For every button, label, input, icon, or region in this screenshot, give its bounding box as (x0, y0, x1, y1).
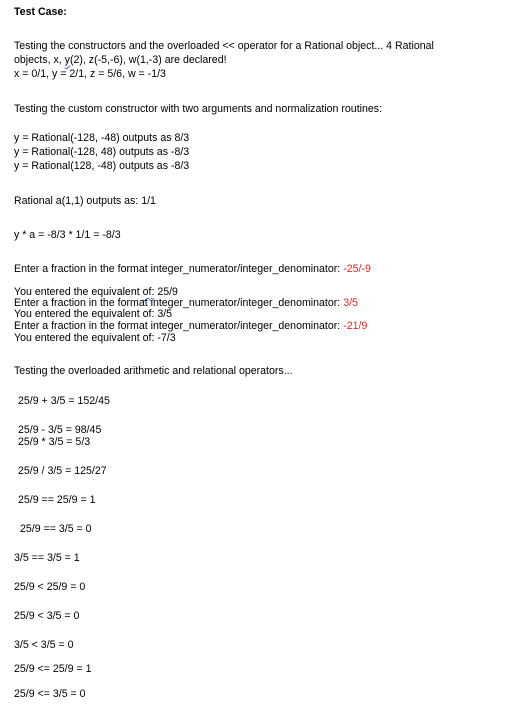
op-line: 25/9 < 25/9 = 0 (14, 581, 86, 593)
custom-ctor-title: Testing the custom constructor with two arguments and normalization routines: (14, 103, 383, 115)
op-line: 25/9 / 3/5 = 125/27 (18, 465, 107, 477)
op-line: 25/9 + 3/5 = 152/45 (18, 395, 110, 407)
op-line: 25/9 == 3/5 = 0 (20, 523, 92, 535)
prompt-text: Enter a fraction in the format integer_numerator/integer_denominator: (14, 297, 344, 309)
intro-line-2-prefix: objects, x, (14, 54, 65, 66)
intro-line-3: x = 0/1, y = 2/1, z = 5/6, w = -1/3 (14, 68, 166, 80)
op-line: 25/9 - 3/5 = 98/45 (18, 424, 102, 436)
op-line: 3/5 < 3/5 = 0 (14, 639, 74, 651)
spellcheck-word-of: of: (142, 286, 155, 298)
equiv-line-2: You entered the equivalent of: 3/5 (14, 308, 173, 320)
prompt-text: Enter a fraction in the format integer_numerator/integer_denominator: (14, 263, 344, 275)
rational-a-line: Rational a(1,1) outputs as: 1/1 (14, 195, 156, 207)
user-input-1: -25/-9 (343, 263, 371, 275)
equiv-line-3: You entered the equivalent of: -7/3 (14, 332, 176, 344)
user-input-2: 3/5 (343, 297, 358, 309)
ops-title: Testing the overloaded arithmetic and relational operators... (14, 365, 293, 377)
equiv-line-1-prefix: You entered the equivalent (14, 286, 143, 298)
prompt-line-1 (14, 263, 371, 275)
intro-line-2-suffix: (2), z(-5,-6), w(1,-3) are declared! (69, 54, 227, 66)
user-input-3: -21/9 (343, 320, 368, 332)
product-line: y * a = -8/3 * 1/1 = -8/3 (14, 229, 121, 241)
op-line: 25/9 < 3/5 = 0 (14, 610, 80, 622)
test-case-heading: Test Case: (14, 6, 67, 18)
prompt-line-3 (14, 320, 367, 332)
op-line: 25/9 <= 25/9 = 1 (14, 663, 92, 675)
op-line: 3/5 == 3/5 = 1 (14, 552, 80, 564)
intro-line-2 (14, 54, 227, 66)
intro-line-1: Testing the constructors and the overloaded << operator for a Rational object... 4 Rational (14, 40, 434, 52)
op-line: 25/9 <= 3/5 = 0 (14, 688, 86, 700)
custom-ctor-line-3: y = Rational(128, -48) outputs as -8/3 (14, 160, 190, 172)
spellcheck-word-y: y (64, 54, 70, 66)
prompt-text: Enter a fraction in the format integer_numerator/integer_denominator: (14, 320, 344, 332)
custom-ctor-line-1: y = Rational(-128, -48) outputs as 8/3 (14, 132, 190, 144)
op-line: 25/9 == 25/9 = 1 (18, 494, 96, 506)
custom-ctor-line-2: y = Rational(-128, 48) outputs as -8/3 (14, 146, 190, 158)
op-line: 25/9 * 3/5 = 5/3 (18, 436, 91, 448)
equiv-line-1-value: 25/9 (154, 286, 178, 298)
